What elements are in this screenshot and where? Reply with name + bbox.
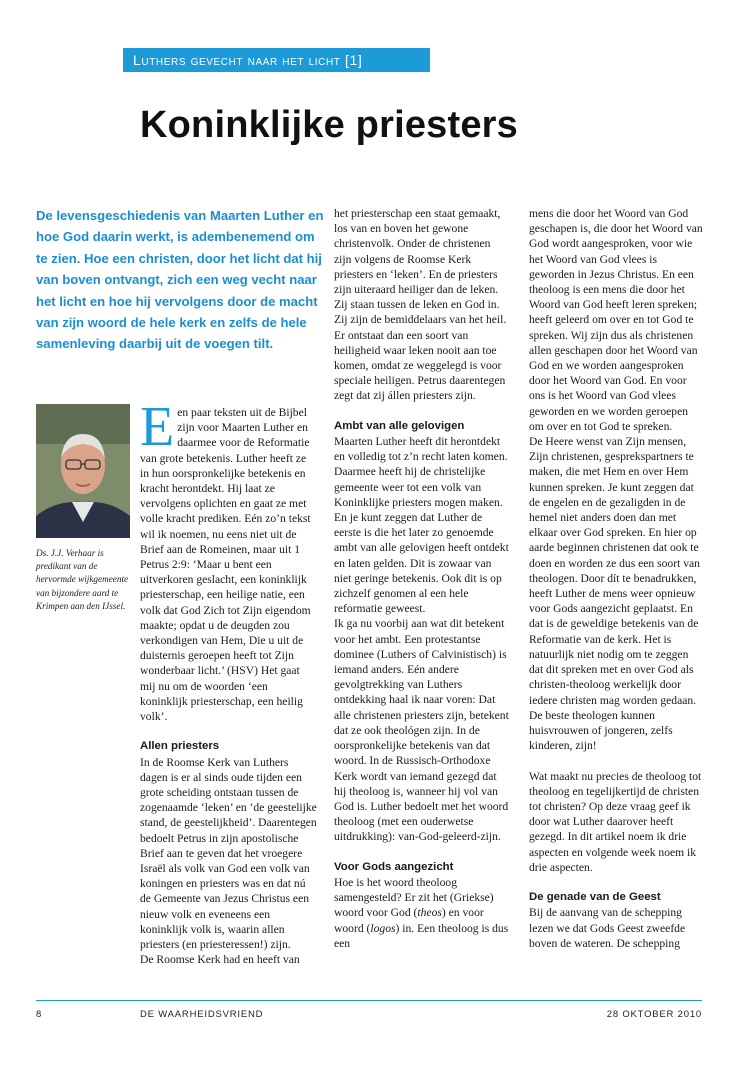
author-photo bbox=[36, 404, 130, 538]
article-column-1 bbox=[140, 396, 317, 968]
series-label: Luthers gevecht naar het licht [1] bbox=[133, 52, 363, 68]
drop-cap: E bbox=[140, 396, 175, 458]
paragraph: De Roomse Kerk had en heeft van bbox=[140, 953, 300, 967]
paragraph: Wat maakt nu precies de theoloog tot theoloog en tegelijkertijd de christen tot christen? Op deze vraag geef ik door wat Luther daarover heeft gezegd. In dit artikel noem ik drie aspecten en volgende week noem ik drie aspecten. bbox=[529, 769, 702, 874]
paragraph: De Heere wenst van Zijn mensen, Zijn christenen, gesprekspartners te maken, die met Hem en over Hem kunnen spreken. Je kunt zeggen dat de engelen en de gezaligden in de hemel niet anders doen dan met elkaar over God spreken. En hier op aarde beginnen christenen dat ook te doen en worden ze dus een soort van theologen. Door dít te benadrukken, heeft Luther de mens weer opnieuw voor Gods aangezicht geplaatst. En dat is de geweldige betekenis van de Reformatie van de kerk. Het is natuurlijk niet nodig om te zeggen dat dit spreken met en over God als christen-theoloog werkelijk door iedere christen mag worden gedaan. De beste theologen kunnen huisvrouwen of jongeren, zelfs kinderen, zijn! bbox=[529, 435, 700, 753]
paragraph: In de Roomse Kerk van Luthers dagen is er al sinds oude tijden een grote scheiding ontstaan tussen de zogenaamde ‘leken’ en ‘de geestelijke stand, de geestelijkheid’. Daarentegen bedoelt Petrus in zijn apostolische Brief aan te geven dat het vroegere Israël als volk van God een volk van koningen en priesters was en dat nú de Gemeente van Jezus Christus een nieuw volk en eveneens een koninklijk volk is, waarin allen priesters (en priesteressen!) zijn. bbox=[140, 755, 317, 952]
lead-paragraph: De levensgeschiedenis van Maarten Luther en hoe God daarin werkt, is adembenemend om te zien. Hoe een christen, door het licht dat hij van boven ontvangt, zich een weg vecht naar het licht en hoe hij vervolgens door de macht van zijn woord de hele kerk en zelfs de hele samenleving daarbij uit de voegen tilt. bbox=[36, 208, 324, 352]
publication-name: DE WAARHEIDSVRIEND bbox=[140, 1009, 264, 1020]
article-column-3 bbox=[529, 206, 705, 951]
photo-caption: Ds. J.J. Verhaar is predikant van de hervormde wijkgemeente van bijzondere aard te Krimpen aan den IJssel. bbox=[36, 548, 129, 611]
series-banner bbox=[123, 48, 430, 72]
paragraph: Ik ga nu voorbij aan wat dit betekent voor het ambt. Een protestantse dominee (Luthers of Calvinistisch) is iemand anders. Eén andere gevolgtrekking van Luthers ontdekking haal ik naar voren: Dat alle christenen priesters zijn, betekent dat ze ook theológen zijn. In de oorspronkelijke betekenis van dat woord. In de Russisch-Orthodoxe Kerk wordt van iemand gezegd dat hij theoloog is, wanneer hij vol van God is. Luther bedoelt met het woord theoloog (met een ouderwetse uitdrukking): van-God-geleerd-zijn. bbox=[334, 617, 509, 844]
subheading-genade: De genade van de Geest bbox=[529, 891, 661, 904]
paragraph: en paar teksten uit de Bijbel zijn voor Maarten Luther en daarmee voor de Reformatie van grote betekenis. Luther heeft ze in hun oorspronkelijke betekenis en kracht herontdekt. Hij laat ze vervolgens oplichten en gaat ze met volle kracht prediken. Eén zo’n tekst wil ik noemen, nu eens niet uit de Brief aan de Romeinen, maar uit 1 Petrus 2:9: ‘Maar u bent een uitverkoren geslacht, een koninklijk priesterschap, een heilige natie, een volk dat God Zich tot Zijn eigendom maakte; opdat u de deugden zou verkondigen van Hem, Die u uit de duisternis geroepen heeft tot Zijn wonderbaar licht.’ (HSV) Het gaat mij nu om de woorden ‘een koninklijk priesterschap, een heilig volk’. bbox=[140, 406, 311, 724]
subheading-ambt: Ambt van alle gelovigen bbox=[334, 419, 465, 432]
paragraph: het priesterschap een staat gemaakt, los van en boven het gewone christenvolk. Onder de christenen zijn volgens de Roomse Kerk priesters en ‘leken’. En de priesters zijn uiteraard heiliger dan de leken. Zij staan tussen de leken en God in. Zij zijn de bemiddelaars van het heil. Er ontstaat dan een soort van heiligheid waar leken nooit aan toe komen, omdat ze weggelegd is voor speciale heiligen. Petrus daarentegen zegt dat zij állen priesters zijn. bbox=[334, 207, 507, 403]
paragraph: Bij de aanvang van de schepping lezen we dat Gods Geest zweefde boven de wateren. De schepping bbox=[529, 906, 686, 950]
author-portrait-icon bbox=[36, 404, 130, 538]
subheading-allen-priesters: Allen priesters bbox=[140, 740, 220, 753]
issue-date: 28 OKTOBER 2010 bbox=[606, 1009, 702, 1020]
footer-divider bbox=[36, 1000, 702, 1001]
article-title: Koninklijke priesters bbox=[140, 104, 519, 146]
page-number: 8 bbox=[36, 1009, 43, 1020]
article-column-2 bbox=[334, 206, 510, 951]
paragraph: Maarten Luther heeft dit herontdekt en volledig tot z’n recht laten komen. Daarmee heeft hij de christelijke gemeente weer tot een volk van Koninklijke priesters mogen maken. En je kunt zeggen dat Luther de eerste is die het later zo genoemde ambt van alle gelovigen heeft ontdekt en laten gelden. Dit is zowaar van niet geringe betekenis. Ook dit is op zichzelf genomen al een hele reformatie geweest. bbox=[334, 435, 509, 616]
paragraph: mens die door het Woord van God geschapen is, die door het Woord van God wordt aangesproken, voor wie het Woord van God vlees is geworden in Jezus Christus. En een theoloog is een mens die door het Woord van God heeft leren spreken; heeft geleerd om over en tot God te spreken. Wij zijn dus als christenen allen geschapen door het Woord van God en we worden aangesproken door het Woord van God. En voor ons is het Woord van God vlees geworden en we worden geroepen om over en tot God te spreken. bbox=[529, 207, 703, 433]
subheading-voor-gods-aangezicht: Voor Gods aangezicht bbox=[334, 860, 454, 873]
paragraph: Hoe is het woord theoloog samengesteld? Er zit het (Griekse) woord voor God (theos) en voor woord (logos) in. Een theoloog is dus een bbox=[334, 875, 509, 950]
